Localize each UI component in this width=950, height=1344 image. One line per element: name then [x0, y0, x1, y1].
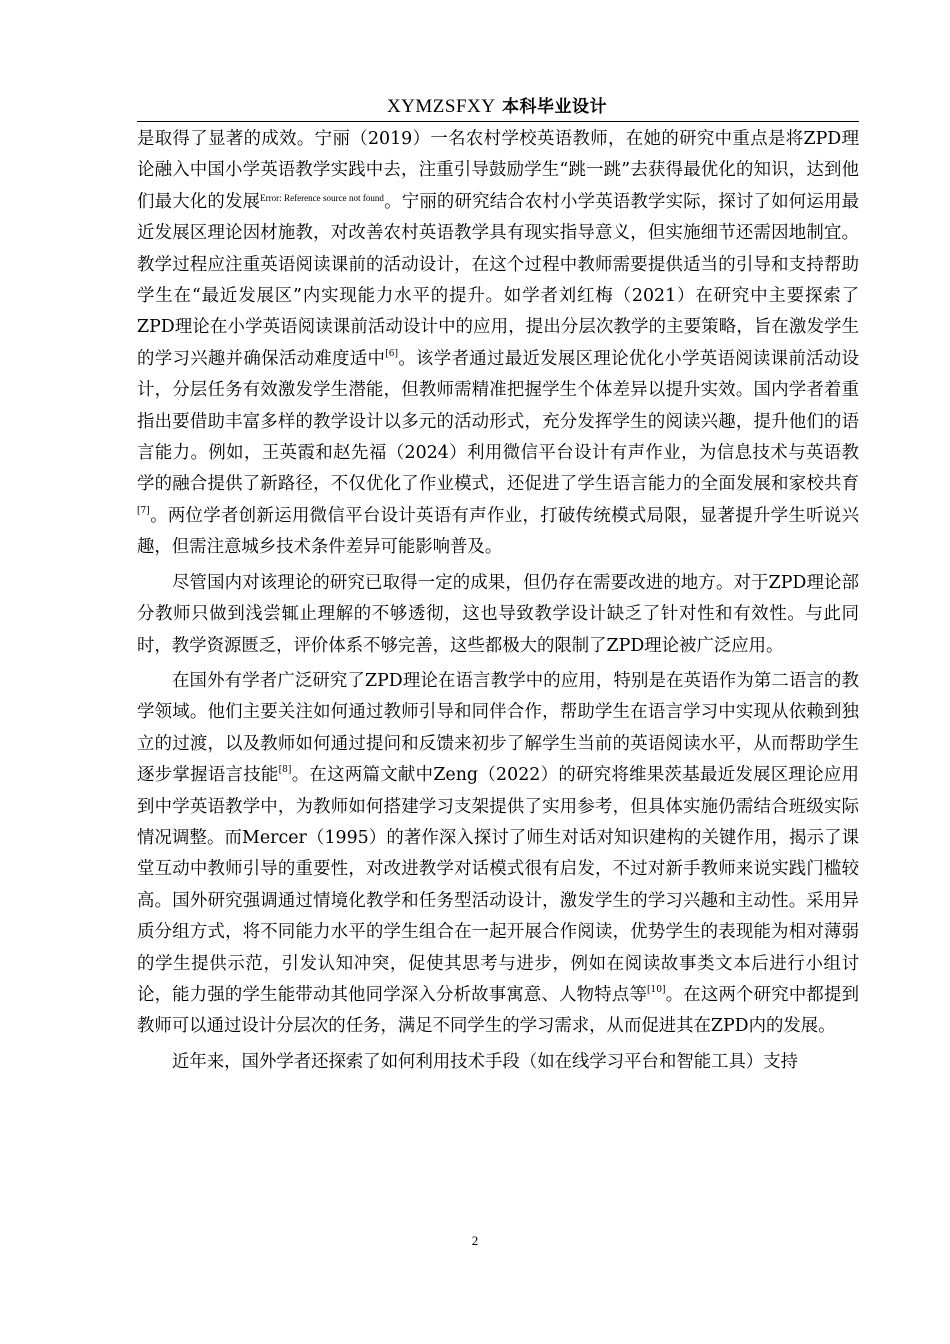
paragraph-3-text-b: 。在这两篇文献中Zeng（2022）的研究将维果茨基最近发展区理论应用到中学英语教学中，为教师如何搭建学习支架提供了实用参考，但具体实施仍需结合班级实际情况调整。而Mercer（1995）的著作深入探讨了师生对话对知识建构的关键作用，揭示了课堂互动中教师引导的重要性，对改进教学对话模式很有启发，不过对新手教师来说实践门槛较高。国外研究强调通过情境化教学和任务型活动设计，激发学生的学习兴趣和主动性。采用异质分组方式，将不同能力水平的学生组合在一起开展合作阅读，优势学生的表现能为相对薄弱的学生提供示范，引发认知冲突，促使其思考与进步，例如在阅读故事类文本后进行小组讨论，能力强的学生能带动其他同学深入分析故事寓意、人物特点等 [137, 765, 859, 1005]
header-code: XYMZSFXY [386, 96, 496, 117]
paragraph-1-text-b: 。宁丽的研究结合农村小学英语教学实际，探讨了如何运用最近发展区理论因材施教，对改善农村英语教学具有现实指导意义，但实施细节还需因地制宜。教学过程应注重英语阅读课前的活动设计，在这个过程中教师需要提供适当的引导和支持帮助学生在“最近发展区”内实现能力水平的提升。如学者刘红梅（2021）在研究中主要探索了ZPD理论在小学英语阅读课前活动设计中的应用，提出分层次教学的主要策略，旨在激发学生的学习兴趣并确保活动难度适中 [137, 191, 859, 369]
citation-7: [7] [137, 505, 150, 516]
page-header [137, 92, 857, 118]
reference-error-note: Error: Reference source not found [260, 192, 384, 203]
document-body [137, 124, 859, 1078]
header-rule [137, 121, 859, 122]
citation-6: [6] [385, 348, 398, 359]
paragraph-3-text-a: 在国外有学者广泛研究了ZPD理论在语言教学中的应用，特别是在英语作为第二语言的教学领域。他们主要关注如何通过教师引导和同伴合作，帮助学生在语言学习中实现从依赖到独立的过渡，以及教师如何通过提问和反馈来初步了解学生当前的英语阅读水平，从而帮助学生逐步掌握语言技能 [137, 670, 859, 786]
citation-8: [8] [278, 765, 292, 776]
citation-10: [10] [647, 984, 666, 995]
paragraph-1-text-d: 。两位学者创新运用微信平台设计英语有声作业，打破传统模式局限，显著提升学生听说兴趣，但需注意城乡技术条件差异可能影响普及。 [137, 505, 859, 558]
paragraph-3-text-c: 。在这两个研究中都提到教师可以通过设计分层次的任务，满足不同学生的学习需求，从而促进其在ZPD内的发展。 [137, 984, 859, 1037]
page-number: 2 [471, 1233, 479, 1248]
paragraph-3 [137, 666, 859, 1043]
paragraph-1 [137, 124, 859, 564]
header-title: 本科毕业设计 [502, 97, 608, 117]
paragraph-1-text-c: 。该学者通过最近发展区理论优化小学英语阅读课前活动设计，分层任务有效激发学生潜能，但教师需精准把握学生个体差异以提升实效。国内学者着重指出要借助丰富多样的教学设计以多元的活动形式，充分发挥学生的阅读兴趣，提升他们的语言能力。例如，王英霞和赵先福（2024）利用微信平台设计有声作业，为信息技术与英语教学的融合提供了新路径，不仅优化了作业模式，还促进了学生语言能力的全面发展和家校共育 [137, 348, 859, 495]
paragraph-4: 近年来，国外学者还探索了如何利用技术手段（如在线学习平台和智能工具）支持 [172, 1051, 799, 1072]
paragraph-2: 尽管国内对该理论的研究已取得一定的成果，但仍存在需要改进的地方。对于ZPD理论部分教师只做到浅尝辄止理解的不够透彻，这也导致教学设计缺乏了针对性和有效性。与此同时，教学资源匮乏，评价体系不够完善，这些都极大的限制了ZPD理论被广泛应用。 [137, 572, 859, 656]
paragraph-1-text-a: 是取得了显著的成效。宁丽（2019）一名农村学校英语教师，在她的研究中重点是将ZPD理论融入中国小学英语教学实践中去，注重引导鼓励学生“跳一跳”去获得最优化的知识，达到他们最大化的发展 [137, 129, 859, 212]
